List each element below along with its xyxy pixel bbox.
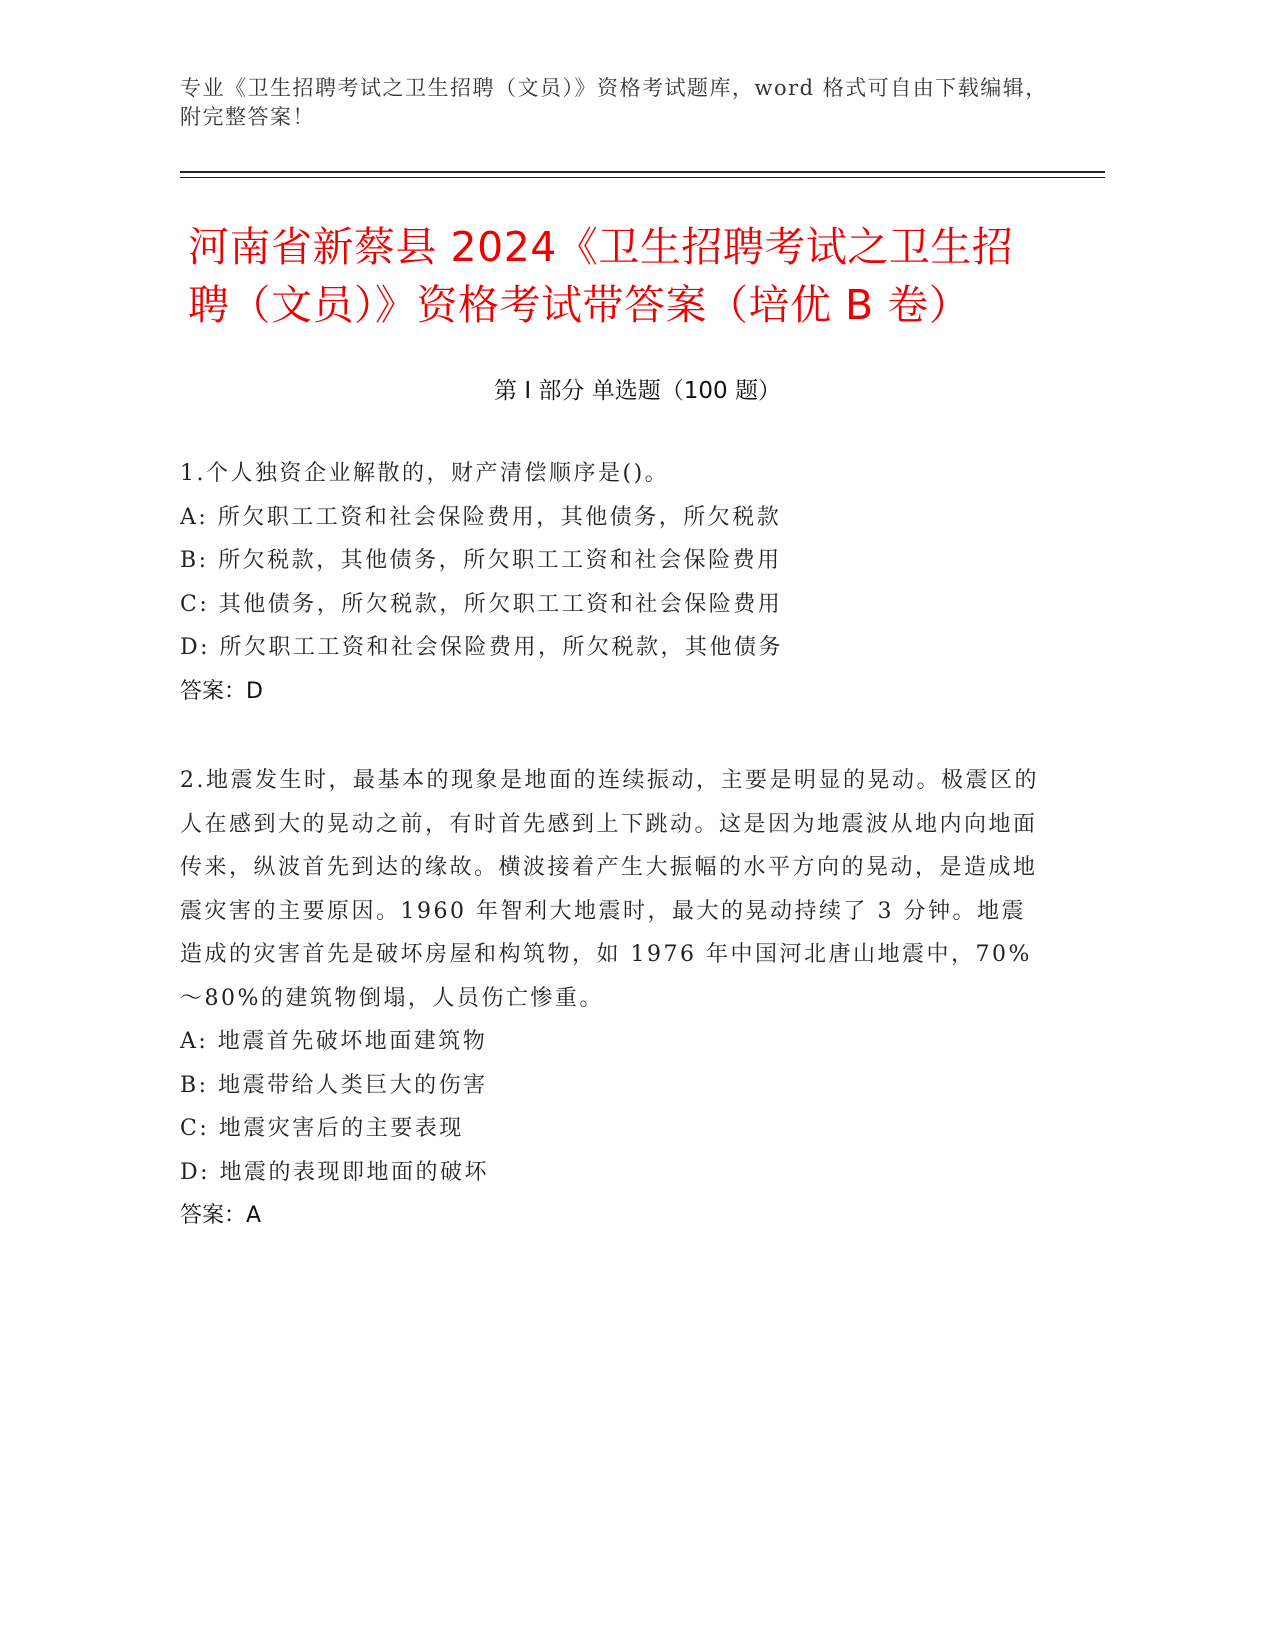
option-a: A: 所欠职工工资和社会保险费用，其他债务，所欠税款 bbox=[180, 504, 782, 530]
question-stem: 1.个人独资企业解散的，财产清偿顺序是()。 bbox=[180, 461, 670, 486]
option-b: B: 地震带给人类巨大的伤害 bbox=[180, 1072, 488, 1098]
header-divider-thin bbox=[180, 177, 1105, 178]
option-d: D: 地震的表现即地面的破坏 bbox=[180, 1159, 490, 1185]
question-stem: 2.地震发生时，最基本的现象是地面的连续振动，主要是明显的晃动。极震区的人在感到大的晃动之前，有时首先感到上下跳动。这是因为地震波从地内向地面传来，纵波首先到达的缘故。横波接着产生大振幅的水平方向的晃动，是造成地震灾害的主要原因。1960 年智利大地震时，最大的晃动持续了 3 分钟。地震造成的灾害首先是破坏房屋和构筑物，如 1976 年中国河北唐山地震中，70%～80%的建筑物倒塌，人员伤亡惨重。 bbox=[180, 768, 1039, 1011]
section-title: 第 I 部分 单选题（100 题） bbox=[494, 378, 781, 404]
document-title: 河南省新蔡县 2024《卫生招聘考试之卫生招聘（文员）》资格考试带答案（培优 B 卷） bbox=[188, 223, 1014, 329]
question-2 bbox=[180, 759, 1040, 1238]
header-divider-thick bbox=[180, 171, 1105, 173]
option-c: C: 地震灾害后的主要表现 bbox=[180, 1116, 464, 1141]
option-d: D: 所欠职工工资和社会保险费用，所欠税款，其他债务 bbox=[180, 635, 784, 660]
question-1 bbox=[180, 452, 1040, 713]
option-c: C: 其他债务，所欠税款，所欠职工工资和社会保险费用 bbox=[180, 591, 783, 617]
header-note: 专业《卫生招聘考试之卫生招聘（文员）》资格考试题库，word 格式可自由下载编辑，附完整答案！ bbox=[180, 76, 1048, 129]
option-b: B: 所欠税款，其他债务，所欠职工工资和社会保险费用 bbox=[180, 548, 782, 573]
answer: 答案：A bbox=[180, 1203, 262, 1228]
answer: 答案：D bbox=[180, 678, 263, 704]
option-a: A: 地震首先破坏地面建筑物 bbox=[180, 1029, 488, 1054]
